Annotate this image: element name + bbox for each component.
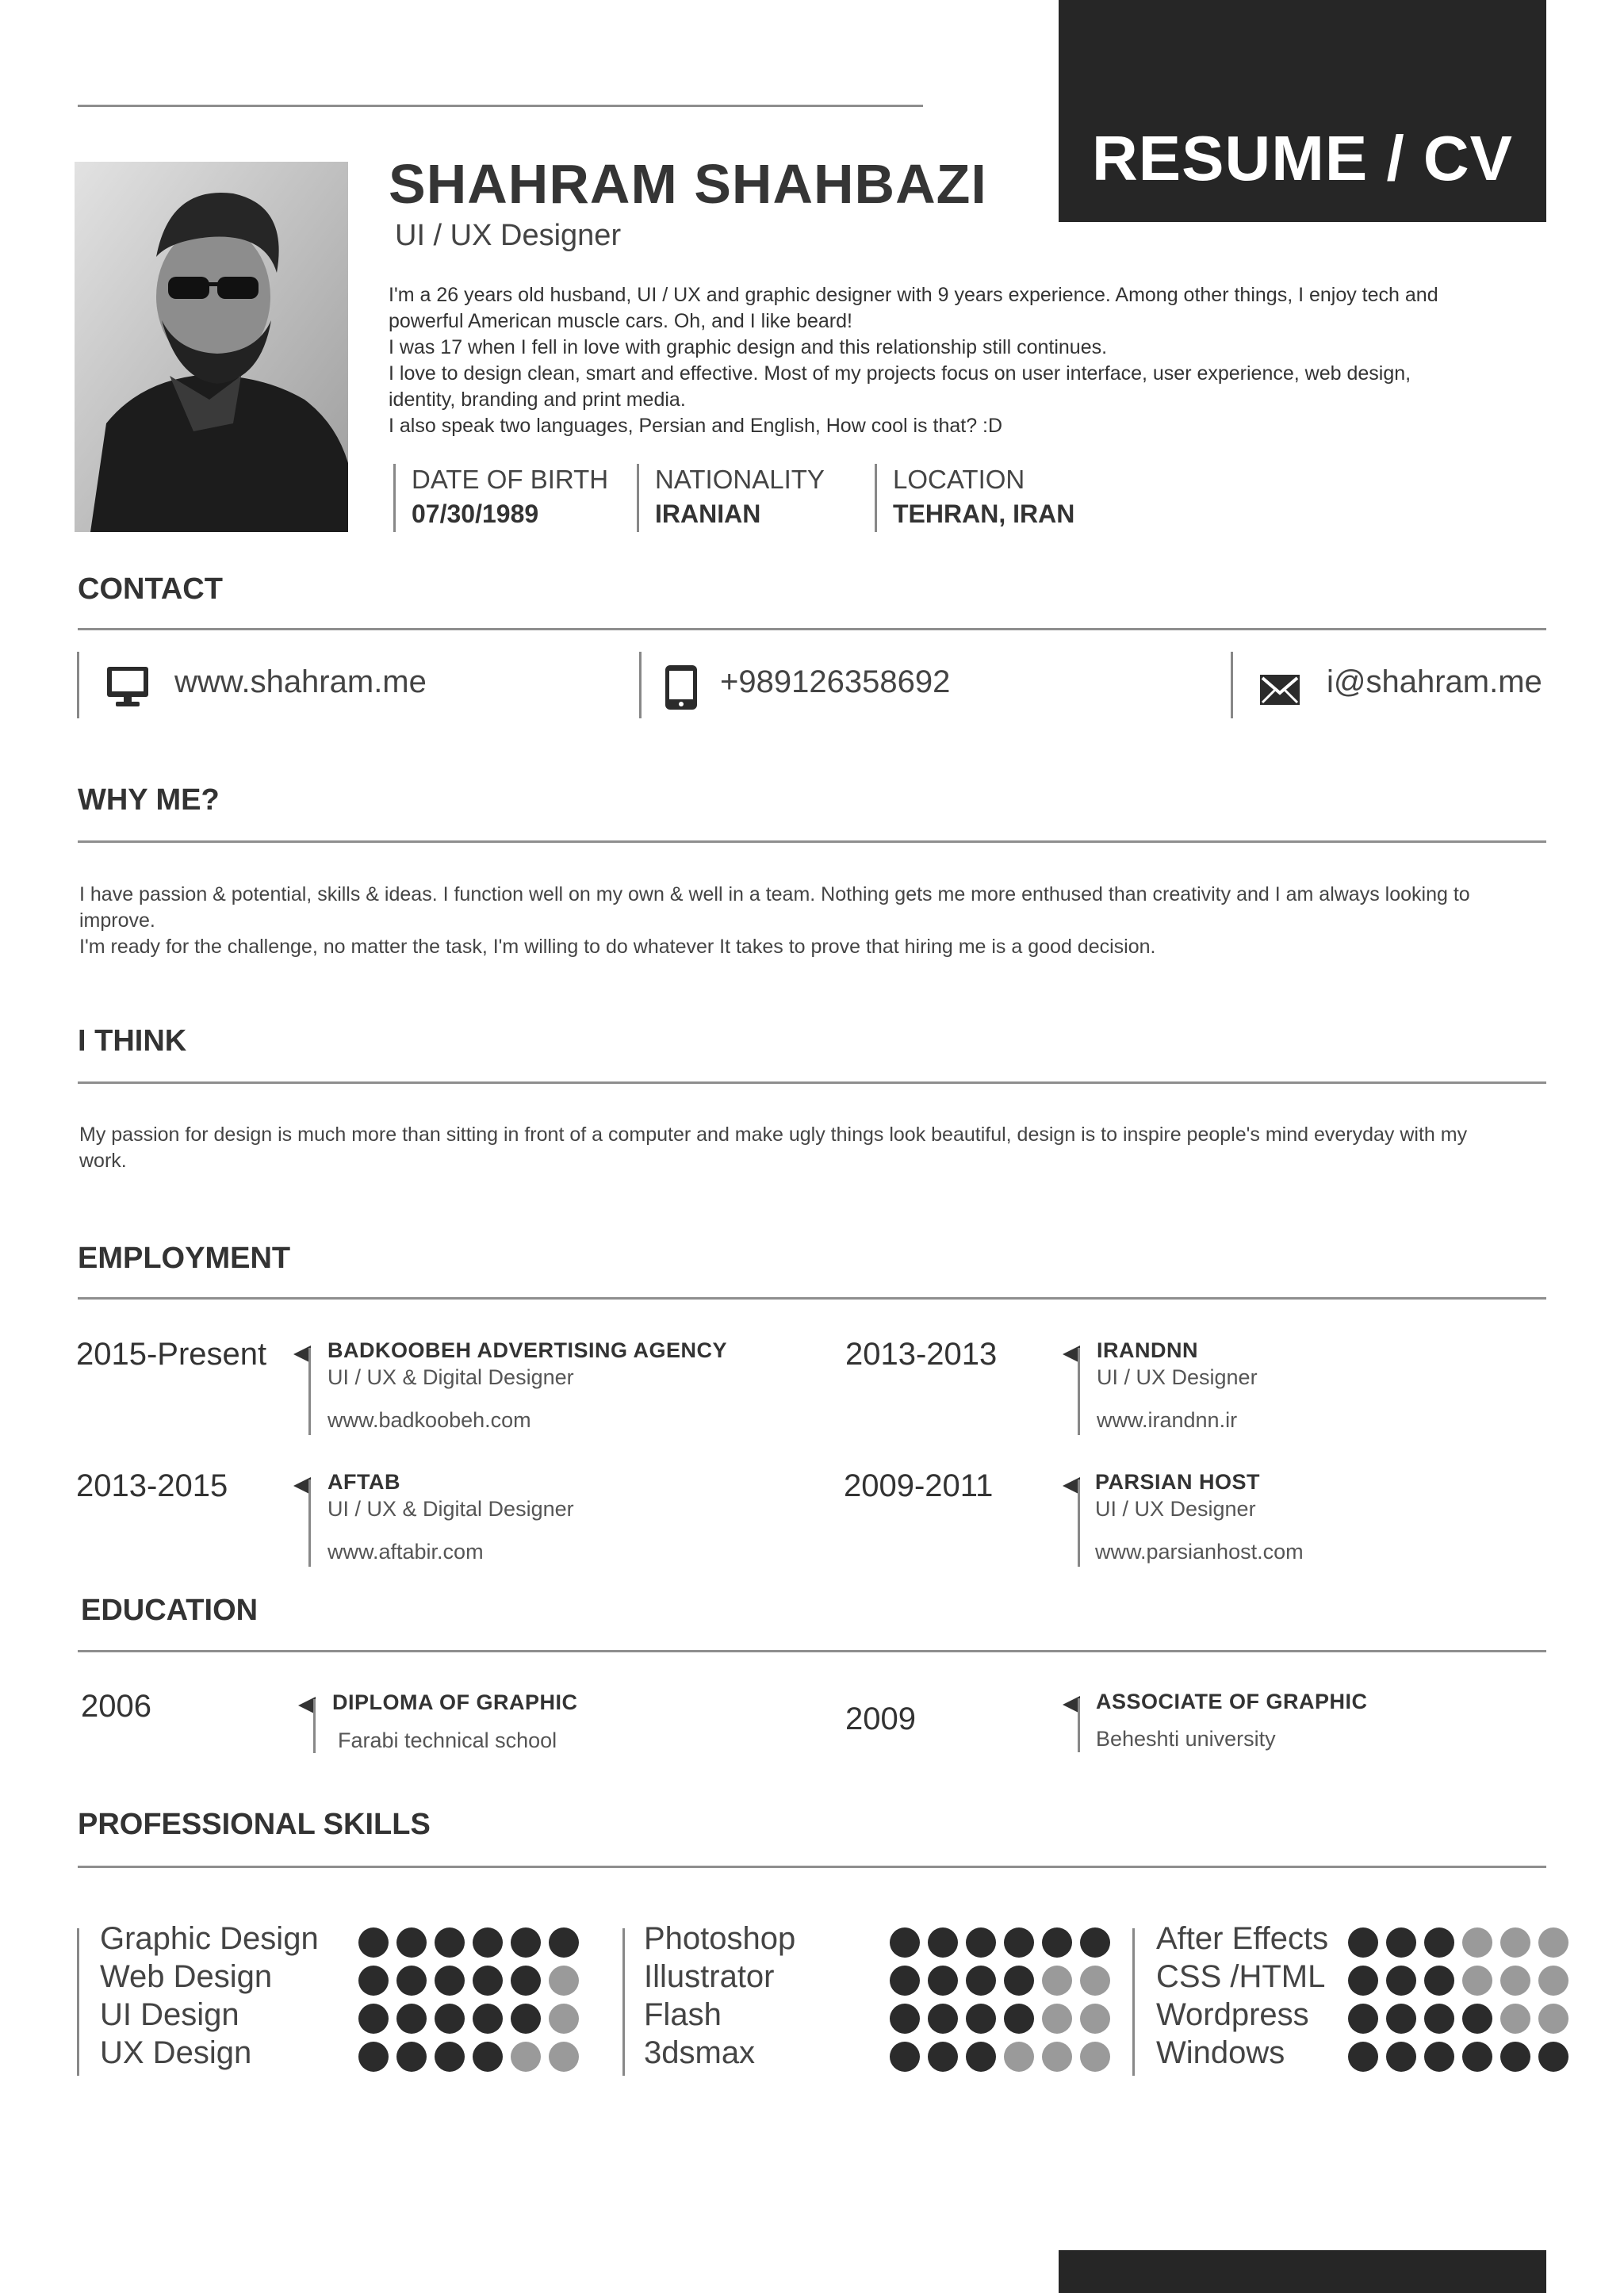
job-title: UI / UX Designer [1095,1497,1256,1521]
mobile-phone-icon [665,664,698,714]
skill-dot-empty [1500,1966,1530,1996]
bio-line: I'm a 26 years old husband, UI / UX and graphic designer with 9 years experience. Among other things, I enjoy tech and [389,284,1438,306]
skill-dot-filled [966,2004,996,2034]
skill-names-col-1 [100,1920,319,2072]
skill-dot-filled [1004,2004,1034,2034]
skill-dot-filled [1386,2042,1416,2072]
skill-dot-empty [1004,2042,1034,2072]
skill-dot-filled [1004,1927,1034,1958]
envelope-icon [1259,674,1300,710]
skill-dot-empty [1538,1927,1568,1958]
skill-dot-filled [928,1966,958,1996]
job-title: UI / UX & Digital Designer [327,1365,574,1389]
skill-dot-empty [549,2004,579,2034]
skill-dot-filled [1348,2004,1378,2034]
bio [389,282,1530,439]
skill-dot-empty [1080,2042,1110,2072]
skill-dot-empty [549,1966,579,1996]
info-value: TEHRAN, IRAN [893,500,1075,528]
skill-level [358,1966,579,1996]
phone-number[interactable]: +989126358692 [720,664,951,699]
employment-years: 2015-Present [76,1337,267,1372]
timeline-line [1078,1480,1080,1567]
skill-dot-empty [1042,2042,1072,2072]
info-label: DATE OF BIRTH [412,465,609,494]
skill-dot-filled [1386,1966,1416,1996]
skill-name: Windows [1156,2035,1285,2070]
email-link[interactable]: i@shahram.me [1327,664,1542,699]
skill-dot-filled [1500,2042,1530,2072]
why-me-text [79,882,1550,960]
skill-level [890,1966,1110,1996]
skill-dot-empty [1080,1966,1110,1996]
para-line: I have passion & potential, skills & ideas. I function well on my own & well in a team. Nothing gets me more enthused than creativity and I am always looking to [79,883,1470,905]
skill-dot-filled [1424,1927,1454,1958]
footer-bar [1059,2250,1546,2293]
skill-dot-filled [511,2004,541,2034]
skill-levels-col-2 [890,1927,1110,2072]
section-title-why-me: WHY ME? [78,783,220,817]
skill-dot-filled [1424,1966,1454,1996]
skill-level [1348,1966,1568,1996]
skill-level [890,1927,1110,1958]
skill-level [1348,1927,1568,1958]
skill-name: Web Design [100,1959,273,1994]
skill-dot-empty [1538,1966,1568,1996]
skill-dot-filled [549,1927,579,1958]
i-think-text [79,1122,1550,1174]
skill-dot-filled [890,2004,920,2034]
skill-dot-empty [1500,1927,1530,1958]
timeline-line [308,1348,311,1435]
skill-dot-filled [435,1966,465,1996]
skill-dot-empty [1462,1927,1492,1958]
para-line: I'm ready for the challenge, no matter the task, I'm willing to do whatever It takes to prove that hiring me is a good decision. [79,936,1156,958]
skill-dot-filled [435,2042,465,2072]
employment-years: 2013-2013 [845,1337,998,1372]
employer-name: PARSIAN HOST [1095,1470,1261,1494]
skill-dot-empty [1042,2004,1072,2034]
cv-title: RESUME / CV [1091,123,1514,193]
skill-dot-filled [358,2042,389,2072]
employer-name: AFTAB [327,1470,400,1494]
skill-dot-filled [890,1966,920,1996]
timeline-line [1078,1348,1080,1435]
skill-dot-filled [396,2042,427,2072]
skill-dot-empty [1500,2004,1530,2034]
skill-level [358,2042,579,2072]
contact-divider [77,652,79,718]
skill-level [890,2042,1110,2072]
timeline-line [313,1699,316,1753]
portrait-image [75,162,348,532]
skill-name: UX Design [100,2035,252,2070]
contact-divider [639,652,642,718]
skill-dot-filled [928,2042,958,2072]
skill-dot-filled [928,1927,958,1958]
section-title-contact: CONTACT [78,572,223,606]
skill-dot-filled [1424,2004,1454,2034]
education-year: 2009 [845,1702,916,1736]
info-date-of-birth [393,464,608,532]
skill-dot-filled [1462,2004,1492,2034]
degree-name: DIPLOMA OF GRAPHIC [332,1690,578,1714]
skill-dot-filled [511,1927,541,1958]
skill-names-col-2 [644,1920,795,2072]
skill-dot-filled [966,1966,996,1996]
skill-name: Wordpress [1156,1997,1309,2032]
skill-dot-empty [1042,1966,1072,1996]
section-rule [78,1866,1546,1868]
bio-line: powerful American muscle cars. Oh, and I like beard! [389,310,852,332]
degree-name: ASSOCIATE OF GRAPHIC [1096,1690,1368,1713]
profile-photo [75,162,348,532]
skill-dot-filled [473,2042,503,2072]
website-link[interactable]: www.shahram.me [174,664,427,699]
skill-dot-filled [1004,1966,1034,1996]
skill-dot-filled [358,1927,389,1958]
skills-divider [622,1928,625,2076]
skill-dot-filled [1538,2042,1568,2072]
section-rule [78,628,1546,630]
skill-dot-empty [1080,2004,1110,2034]
skill-dot-filled [890,1927,920,1958]
bio-line: identity, branding and print media. [389,389,686,411]
bio-line: I love to design clean, smart and effective. Most of my projects focus on user interface, user experience, web design, [389,362,1411,385]
skill-dot-empty [511,2042,541,2072]
skill-dot-filled [928,2004,958,2034]
skill-name: 3dsmax [644,2035,756,2070]
skill-name: CSS /HTML [1156,1959,1326,1994]
skill-dot-filled [435,2004,465,2034]
section-rule [78,1650,1546,1652]
skill-dot-filled [358,1966,389,1996]
job-title: UI / UX Designer [1097,1365,1258,1389]
skill-dot-empty [549,2042,579,2072]
skill-dot-filled [1386,1927,1416,1958]
section-title-education: EDUCATION [81,1594,259,1627]
employment-years: 2013-2015 [76,1468,228,1503]
skill-levels-col-3 [1348,1927,1568,2072]
skill-name: After Effects [1156,1921,1329,1956]
skill-levels-col-1 [358,1927,579,2072]
skill-dot-filled [473,2004,503,2034]
employer-website[interactable]: www.aftabir.com [327,1540,484,1564]
section-title-i-think: I THINK [78,1024,187,1058]
skill-dot-filled [511,1966,541,1996]
skill-level [358,2004,579,2034]
skill-dot-filled [473,1966,503,1996]
info-value: 07/30/1989 [412,500,539,528]
skill-dot-filled [435,1927,465,1958]
skill-dot-filled [396,1966,427,1996]
person-name: SHAHRAM SHAHBAZI [389,153,987,215]
para-line: My passion for design is much more than sitting in front of a computer and make ugly things look beautiful, design is to inspire people's mind everyday with my [79,1124,1468,1146]
employer-website[interactable]: www.irandnn.ir [1097,1408,1238,1432]
info-label: LOCATION [893,465,1025,494]
skill-level [1348,2042,1568,2072]
skills-divider [77,1928,79,2076]
employer-website[interactable]: www.badkoobeh.com [327,1408,531,1432]
skill-dot-filled [966,1927,996,1958]
skill-dot-filled [966,2042,996,2072]
employer-name: IRANDNN [1097,1338,1198,1362]
employment-years: 2009-2011 [844,1468,994,1503]
section-rule [78,840,1546,843]
school-name: Farabi technical school [338,1728,557,1752]
skill-dot-filled [1080,1927,1110,1958]
section-rule [78,1297,1546,1300]
school-name: Beheshti university [1096,1727,1276,1751]
skill-dot-filled [1348,1966,1378,1996]
skill-name: Photoshop [644,1921,796,1956]
skill-name: UI Design [100,1997,239,2032]
skill-level [1348,2004,1568,2034]
section-rule [78,1081,1546,1084]
info-nationality [637,464,825,532]
bio-line: I also speak two languages, Persian and English, How cool is that? :D [389,415,1003,437]
person-role: UI / UX Designer [395,219,622,252]
skill-dot-filled [473,1927,503,1958]
skill-dot-empty [1462,1966,1492,1996]
skill-dot-empty [1538,2004,1568,2034]
bio-line: I was 17 when I fell in love with graphic design and this relationship still continues. [389,336,1108,358]
skills-divider [1132,1928,1135,2076]
skill-dot-filled [358,2004,389,2034]
skill-dot-filled [396,1927,427,1958]
info-location [875,464,1074,532]
section-title-professional-skills: PROFESSIONAL SKILLS [78,1808,431,1841]
header-divider [78,105,923,107]
section-title-employment: EMPLOYMENT [78,1242,291,1275]
timeline-line [1078,1698,1080,1752]
skill-level [890,2004,1110,2034]
para-line: work. [79,1150,127,1172]
skill-level [358,1927,579,1958]
info-label: NATIONALITY [655,465,825,494]
skill-names-col-3 [1156,1920,1328,2072]
skill-dot-filled [1386,2004,1416,2034]
skill-dot-filled [1462,2042,1492,2072]
employer-website[interactable]: www.parsianhost.com [1095,1540,1304,1564]
job-title: UI / UX & Digital Designer [327,1497,574,1521]
para-line: improve. [79,909,155,932]
employer-name: BADKOOBEH ADVERTISING AGENCY [327,1338,728,1362]
skill-dot-filled [1348,1927,1378,1958]
monitor-icon [106,666,149,711]
skill-dot-filled [890,2042,920,2072]
skill-name: Graphic Design [100,1921,319,1956]
skill-dot-filled [396,2004,427,2034]
education-year: 2006 [81,1689,151,1724]
skill-dot-filled [1424,2042,1454,2072]
timeline-line [308,1480,311,1567]
skill-dot-filled [1042,1927,1072,1958]
skill-name: Illustrator [644,1959,775,1994]
info-value: IRANIAN [655,500,761,528]
skill-name: Flash [644,1997,722,2032]
contact-divider [1231,652,1233,718]
skill-dot-filled [1348,2042,1378,2072]
